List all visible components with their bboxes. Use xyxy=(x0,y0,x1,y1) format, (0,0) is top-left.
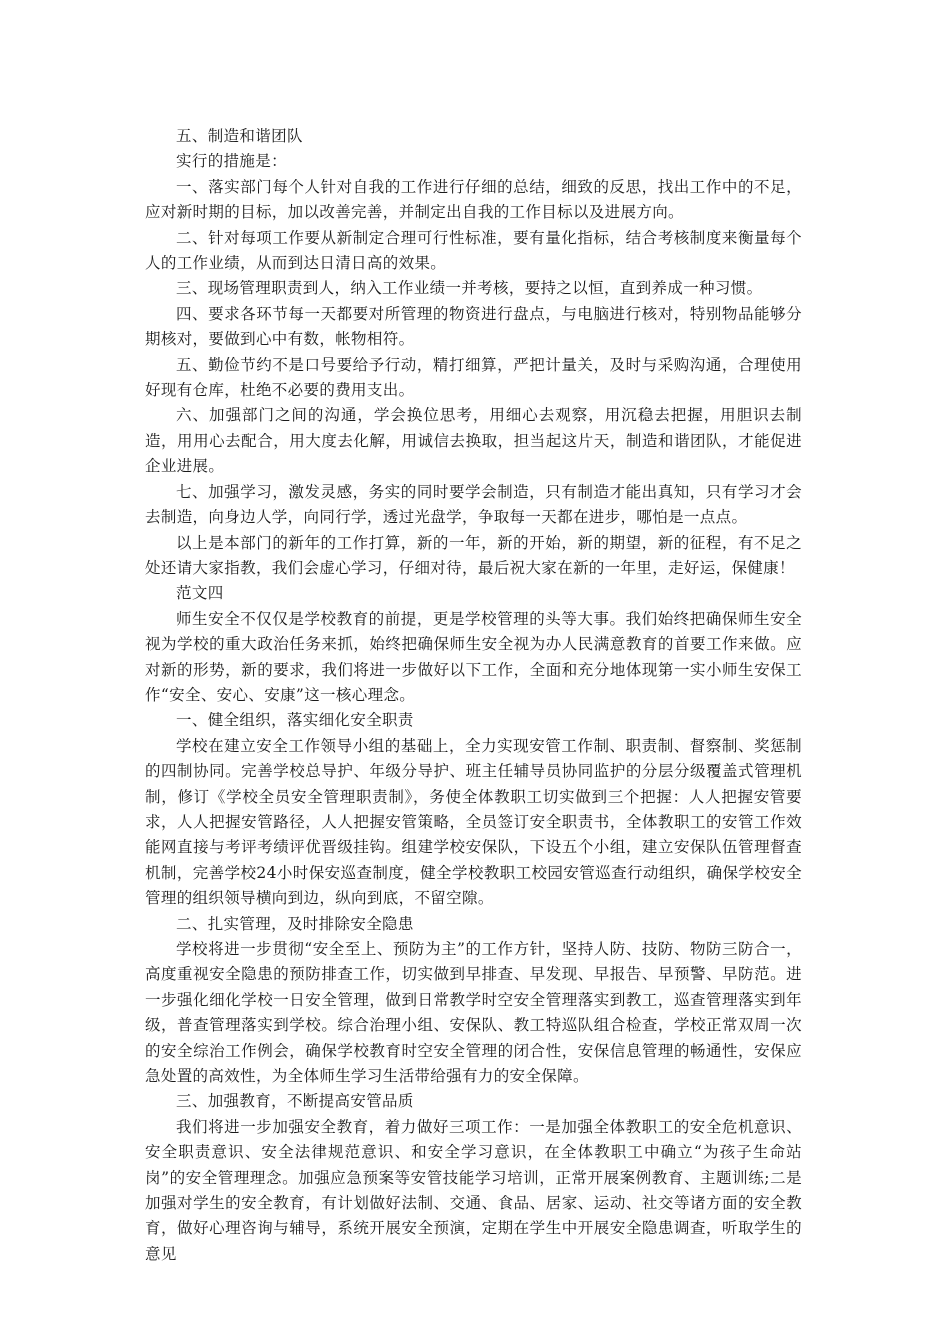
paragraph: 实行的措施是： xyxy=(176,152,287,171)
list-item: 四、要求各环节每一天都要对所管理的物资进行盘点，与电脑进行核对，特别物品能够分期核对，要做到心中有数，帐物相符。 xyxy=(145,304,802,349)
paragraph: 以上是本部门的新年的工作打算，新的一年，新的开始，新的期望，新的征程，有不足之处还请大家指教，我们会虚心学习，仔细对待，最后祝大家在新的一年里，走好运，保健康！ xyxy=(145,533,802,577)
paragraph: 学校在建立安全工作领导小组的基础上，全力实现安管工作制、职责制、督察制、奖惩制的四制协同。完善学校总导护、年级分导护、班主任辅导员协同监护的分层分级覆盖式管理机制，修订《学校全员安全管理职责制》，务使全体教职工切实做到三个把握：人人把握安管要求，人人把握安管路径，人人把握安管策略，全员签订安全职责书，全体教职工的安管工作效能网直接与考评考绩评优晋级挂钩。组建学校安保队，下设五个小组，建立安保队伍管理督查机制，完善学校24小时保安巡查制度，健全学校教职工校园安管巡查行动组织，确保学校安全管理的组织领导横向到边，纵向到底，不留空隙。 xyxy=(145,736,802,908)
list-item: 二、针对每项工作要从新制定合理可行性标准，要有量化指标，结合考核制度来衡量每个人的工作业绩，从而到达日清日高的效果。 xyxy=(145,228,802,273)
section-heading: 范文四 xyxy=(176,584,224,603)
section-heading: 二、扎实管理，及时排除安全隐患 xyxy=(176,914,414,933)
paragraph: 学校将进一步贯彻“安全至上、预防为主”的工作方针，坚持人防、技防、物防三防合一，高度重视安全隐患的预防排查工作，切实做到早排查、早发现、早报告、早预警、早防范。进一步强化细化学校一日安全管理，做到日常教学时空安全管理落实到教工，巡查管理落实到年级，普查管理落实到学校。综合治理小组、安保队、教工特巡队组合检查，学校正常双周一次的安全综治工作例会，确保学校教育时空安全管理的闭合性，安保信息管理的畅通性，安保应急处置的高效性，为全体师生学习生活带给强有力的安全保障。 xyxy=(145,940,802,1086)
paragraph: 我们将进一步加强安全教育，着力做好三项工作：一是加强全体教职工的安全危机意识、安全职责意识、安全法律规范意识、和安全学习意识，在全体教职工中确立“为孩子生命站岗”的安全管理理念。加强应急预案等安管技能学习培训，正常开展案例教育、主题训练;二是加强对学生的安全教育，有计划做好法制、交通、食品、居家、运动、社交等诸方面的安全教育，做好心理咨询与辅导，系统开展安全预演，定期在学生中开展安全隐患调查，听取学生的意见 xyxy=(145,1117,802,1263)
list-item: 一、落实部门每个人针对自我的工作进行仔细的总结，细致的反思，找出工作中的不足，应对新时期的目标，加以改善完善，并制定出自我的工作目标以及进展方向。 xyxy=(145,177,802,222)
section-heading: 三、加强教育，不断提高安管品质 xyxy=(176,1092,414,1111)
section-heading: 一、健全组织，落实细化安全职责 xyxy=(176,711,414,730)
list-item: 六、加强部门之间的沟通，学会换位思考，用细心去观察，用沉稳去把握，用胆识去制造，用用心去配合，用大度去化解，用诚信去换取，担当起这片天，制造和谐团队，才能促进企业进展。 xyxy=(145,406,802,476)
section-heading: 五、制造和谐团队 xyxy=(176,127,303,145)
list-item: 三、现场管理职责到人，纳入工作业绩一并考核，要持之以恒，直到养成一种习惯。 xyxy=(176,279,763,298)
list-item: 五、勤俭节约不是口号要给予行动，精打细算，严把计量关，及时与采购沟通，合理使用好现有仓库，杜绝不必要的费用支出。 xyxy=(145,355,802,400)
list-item: 七、加强学习，激发灵感，务实的同时要学会制造，只有制造才能出真知，只有学习才会去制造，向身边人学，向同行学，透过光盘学，争取每一天都在进步，哪怕是一点点。 xyxy=(145,482,802,527)
paragraph: 师生安全不仅仅是学校教育的前提，更是学校管理的头等大事。我们始终把确保师生安全视为学校的重大政治任务来抓，始终把确保师生安全视为办人民满意教育的首要工作来做。应对新的形势，新的要求，我们将进一步做好以下工作，全面和充分地体现第一实小师生安保工作“安全、安心、安康”这一核心理念。 xyxy=(145,609,802,704)
